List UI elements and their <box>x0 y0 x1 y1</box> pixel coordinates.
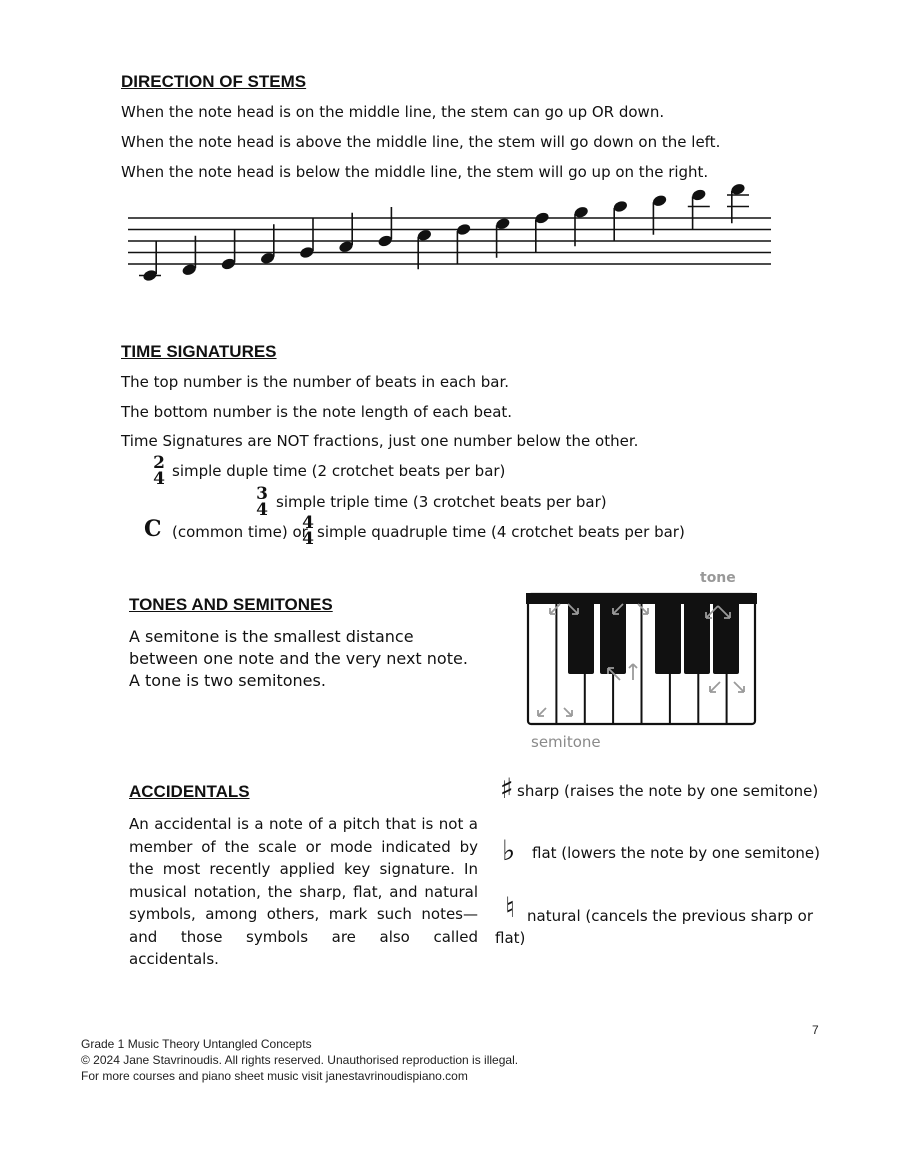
semitone-label: semitone <box>531 733 601 751</box>
accidentals-heading: ACCIDENTALS <box>129 782 250 801</box>
footer-line-1: Grade 1 Music Theory Untangled Concepts <box>81 1037 312 1051</box>
common-time-symbol: C <box>144 516 162 542</box>
note <box>495 217 511 258</box>
time-sig-3-text: simple quadruple time (4 crotchet beats per bar) <box>317 523 685 541</box>
tones-text: A semitone is the smallest distance between one note and the very next note. A tone is two semitones. <box>129 627 468 690</box>
note <box>139 242 161 283</box>
footer-line-3: For more courses and piano sheet music visit janestavrinoudispiano.com <box>81 1069 468 1083</box>
note <box>299 219 315 260</box>
note <box>688 188 710 229</box>
note <box>416 228 432 269</box>
time-signature-2-4: 2 4 <box>153 453 165 489</box>
accidentals-text: An accidental is a note of a pitch that is not a member of the scale or mode indicated by the most recently applied key signature. In musical notation, the sharp, flat, and natural symbols, among others, mark such notes—and those symbols are also called accidentals. <box>129 815 478 968</box>
note <box>377 207 393 248</box>
stem-direction-staff <box>0 0 900 310</box>
note <box>220 230 236 271</box>
flat-icon: ♭ <box>502 834 516 867</box>
time-sig-2-text: simple triple time (3 crotchet beats per bar) <box>276 493 607 511</box>
stems-line-1: When the note head is on the middle line, the stem can go up OR down. <box>121 103 665 121</box>
flat-text: flat (lowers the note by one semitone) <box>532 844 820 862</box>
footer-line-2: © 2024 Jane Stavrinoudis. All rights reserved. Unauthorised reproduction is illegal. <box>81 1053 519 1067</box>
footer <box>81 1036 518 1084</box>
time-line-3: Time Signatures are NOT fractions, just one number below the other. <box>121 432 639 450</box>
note <box>534 211 550 252</box>
note <box>181 236 197 277</box>
time-heading: TIME SIGNATURES <box>121 342 277 361</box>
tone-label: tone <box>700 570 736 586</box>
time-signature-4-4: 4 4 <box>302 513 314 549</box>
tones-heading: TONES AND SEMITONES <box>129 595 333 614</box>
natural-icon: ♮ <box>505 891 516 924</box>
piano-keyboard-diagram <box>520 588 765 728</box>
time-sig-1-text: simple duple time (2 crotchet beats per bar) <box>172 462 506 480</box>
note <box>612 200 628 241</box>
natural-text: natural (cancels the previous sharp or flat) <box>495 907 814 947</box>
note <box>651 194 667 235</box>
time-signature-3-4: 3 4 <box>256 484 268 520</box>
note <box>455 223 471 264</box>
time-line-1: The top number is the number of beats in each bar. <box>121 373 510 391</box>
page-number: 7 <box>812 1023 819 1037</box>
note <box>573 205 589 246</box>
stems-line-2: When the note head is above the middle line, the stem will go down on the left. <box>121 133 721 151</box>
time-line-2: The bottom number is the note length of each beat. <box>121 403 513 421</box>
sharp-icon: ♯ <box>500 772 514 805</box>
sharp-text: sharp (raises the note by one semitone) <box>517 782 819 800</box>
stems-heading: DIRECTION OF STEMS <box>121 72 307 91</box>
stems-line-3: When the note head is below the middle line, the stem will go up on the right. <box>121 163 709 181</box>
note <box>727 182 749 223</box>
note <box>259 224 275 265</box>
note <box>338 213 354 254</box>
common-time-text: (common time) or <box>172 523 308 541</box>
